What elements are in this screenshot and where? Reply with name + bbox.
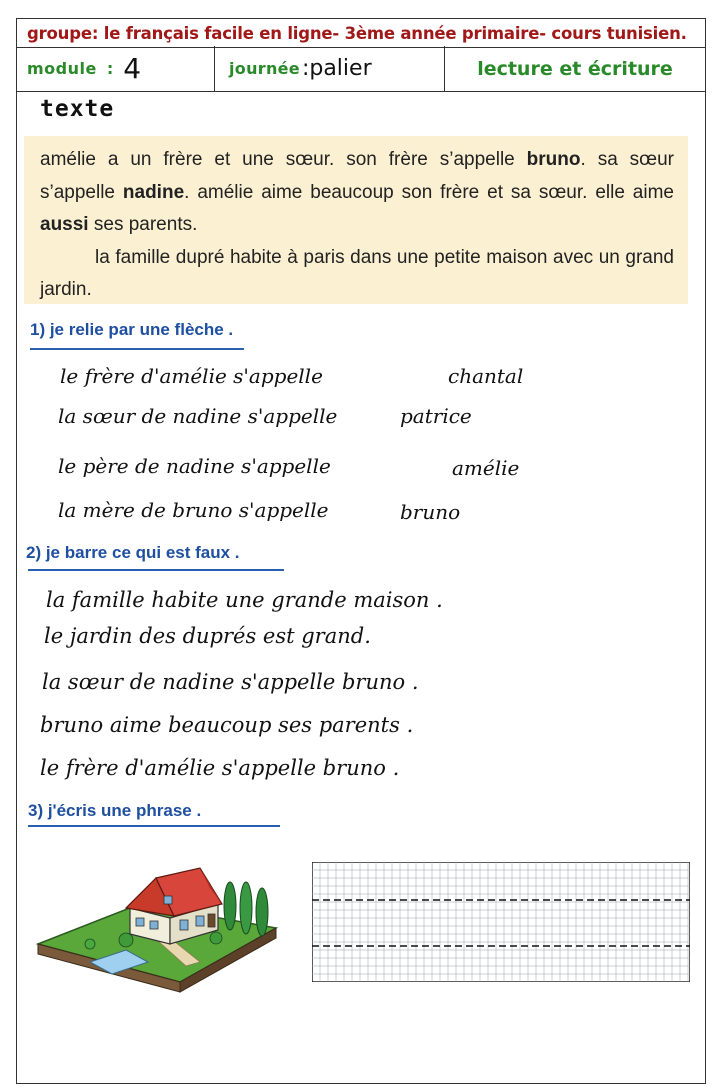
paragraph-1 (40, 144, 674, 242)
module-number: 4 (123, 52, 142, 85)
reading-text-box (24, 136, 688, 304)
q2-heading: 2) je barre ce qui est faux . (26, 543, 240, 562)
writing-grid (312, 862, 690, 982)
journee-value: :palier (301, 56, 372, 81)
header-title: groupe: le français facile en ligne- 3ème année primaire- cours tunisien. (27, 23, 687, 43)
text-span: ses parents. (88, 214, 198, 235)
q1-right-item: chantal (448, 364, 524, 388)
module-colon: : (106, 59, 114, 78)
q1-underline (30, 348, 244, 350)
q3-heading: 3) j'écris une phrase . (28, 801, 202, 820)
q1-right-item: bruno (400, 500, 461, 524)
q1-heading: 1) je relie par une flèche . (30, 320, 234, 339)
q1-right-item: patrice (400, 404, 472, 428)
header-info-row (16, 46, 706, 92)
text-span: . amélie aime beaucoup son frère et sa sœur. elle aime (184, 181, 674, 203)
q3-underline (28, 825, 280, 827)
q1-left-item: le frère d'amélie s'appelle (60, 364, 323, 388)
q1-left-item: la sœur de nadine s'appelle (58, 404, 338, 428)
q2-sentence: le jardin des duprés est grand. (44, 624, 371, 648)
lecture-cell (445, 46, 705, 91)
q2-underline (28, 569, 284, 571)
q2-sentence: bruno aime beaucoup ses parents . (40, 713, 414, 737)
module-cell (17, 46, 215, 91)
house-illustration (30, 858, 286, 998)
q1-right-item: amélie (452, 456, 520, 480)
paragraph-2: la famille dupré habite à paris dans une petite maison avec un grand jardin. (40, 246, 674, 300)
journee-cell (215, 46, 445, 91)
q1-left-item: le père de nadine s'appelle (58, 454, 331, 478)
text-span: . sa sœur s’appelle (40, 149, 674, 203)
bold-name-nadine: nadine (122, 181, 185, 203)
texte-heading: texte (40, 96, 115, 122)
text-span: amélie a un frère et une sœur. son frère s’appelle (40, 149, 527, 170)
bold-name-bruno: bruno (526, 149, 581, 170)
q2-sentence: le frère d'amélie s'appelle bruno . (40, 756, 400, 780)
bold-word-aussi: aussi (40, 214, 89, 235)
q1-left-item: la mère de bruno s'appelle (58, 498, 329, 522)
lecture-label: lecture et écriture (477, 57, 673, 80)
module-label: module (27, 59, 97, 78)
header-title-row (16, 18, 706, 48)
journee-label: journée (229, 59, 300, 78)
q2-sentence: la sœur de nadine s'appelle bruno . (42, 670, 419, 694)
q2-sentence: la famille habite une grande maison . (46, 588, 443, 612)
